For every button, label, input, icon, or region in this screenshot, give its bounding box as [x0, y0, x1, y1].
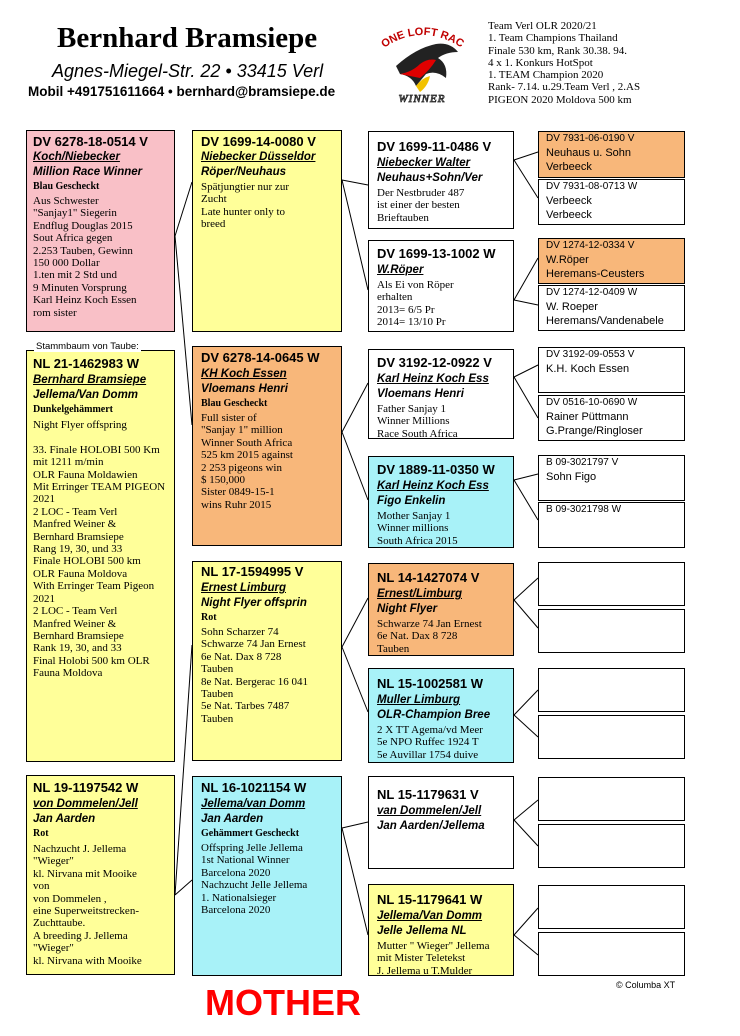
g5-empty-card[interactable]: [538, 609, 685, 653]
ffm-ring: DV 1699-13-1002 W: [377, 246, 496, 261]
fmf-ring: DV 3192-12-0922 V: [377, 355, 492, 370]
g5-owner: Verbeeck: [546, 195, 592, 207]
fmf-card[interactable]: [368, 349, 514, 439]
team-achievements: Team Verl OLR 2020/21 1. Team Champions Thailand Finale 530 km, Rank 30.38. 94. 4 x 1. Konkurs HotSpot 1. TEAM Champion 2020 Rank- 7.14. u.29.Team Verl , 2.AS PIGEON 2020 Moldova 500 km: [488, 20, 641, 106]
g5-owner: K.H. Koch Essen: [546, 363, 630, 375]
mmm-description: Mutter " Wieger" Jellema mit Mister Teletekst J. Jellema u T.Mulder: [377, 940, 490, 976]
father-color: Blau Gescheckt: [33, 181, 100, 192]
subject-owner: Bernhard Bramsiepe: [33, 374, 147, 386]
fm-owner: KH Koch Essen: [201, 368, 287, 380]
g5-strain: Verbeeck: [546, 161, 592, 173]
father-description: Aus Schwester "Sanjay1" Siegerin Endflug Douglas 2015 Sout Africa gegen 2.253 Tauben, Gewinn 150 000 Dollar 1.ten mit 2 Std und 9 Minuten Vorsprung Karl Heinz Koch Essen rom sister: [33, 195, 137, 319]
fmf-description: Father Sanjay 1 Winner Millions Race South Africa: [377, 403, 458, 439]
g5-ring: DV 7931-08-0713 W: [546, 181, 638, 192]
fm-strain: Vloemans Henri: [201, 383, 288, 395]
logo-bottom-text: WINNER: [398, 93, 446, 105]
mm-description: Offspring Jelle Jellema 1st National Winner Barcelona 2020 Nachzucht Jelle Jellema 1. Nationalsieger Barcelona 2020: [201, 842, 308, 917]
mf-color: Rot: [201, 612, 217, 623]
father-strain: Million Race Winner: [33, 166, 143, 178]
g5-empty-card[interactable]: [538, 715, 685, 759]
fm-color: Blau Gescheckt: [201, 398, 268, 409]
g5-card[interactable]: [538, 347, 685, 393]
g5-owner: Neuhaus u. Sohn: [546, 147, 632, 159]
mff-description: Schwarze 74 Jan Ernest 6e Nat. Dax 8 728 Tauben: [377, 618, 482, 655]
ffm-card[interactable]: [368, 240, 514, 332]
g5-strain: G.Prange/Ringloser: [546, 425, 643, 437]
fff-owner: Niebecker Walter: [377, 157, 471, 169]
fff-description: Der Nestbruder 487 ist einer der besten Brieftauben: [377, 187, 465, 224]
ffm-owner: W.Röper: [377, 264, 424, 276]
mmm-owner: Jellema/Van Domm: [377, 910, 483, 922]
subject-description: Night Flyer offspring 33. Finale HOLOBI 500 Km mit 1211 m/min OLR Fauna Moldawien Mit Erringer TEAM PIGEON 2021 2 LOC - Team Verl Manfred Weiner & Bernhard Bramsiepe Rang 19, 30, und 33 Finale HOLOBI 500 km OLR Fauna Moldova With Erringer Team Pigeon 2021 2 LOC - Team Verl Manfred Weiner & Bernhard Bramsiepe Rank 19, 30, and 33 Final Holobi 500 km OLR Fauna Moldova: [33, 419, 166, 680]
ff-description: Spätjungtier nur zur Zucht Late hunter only to breed: [201, 181, 289, 231]
fmm-ring: DV 1889-11-0350 W: [377, 462, 495, 477]
g5-strain: Heremans/Vandenabele: [546, 315, 664, 327]
mff-strain: Night Flyer: [377, 603, 438, 615]
g5-empty-card[interactable]: [538, 668, 685, 712]
mfm-ring: NL 15-1002581 W: [377, 676, 483, 691]
g5-empty-card[interactable]: [538, 562, 685, 606]
ff-strain: Röper/Neuhaus: [201, 166, 286, 178]
g5-ring: DV 0516-10-0690 W: [546, 397, 638, 408]
mother-strain: Jan Aarden: [33, 813, 96, 825]
g5-owner: W. Roeper: [546, 301, 598, 313]
subject-ring: NL 21-1462983 W: [33, 356, 139, 371]
fff-strain: Neuhaus+Sohn/Ver: [377, 172, 483, 184]
breeder-address: Agnes-Miegel-Str. 22 • 33415 Verl: [52, 61, 324, 81]
g5-card[interactable]: [538, 395, 685, 441]
subject-strain: Jellema/Van Domm: [33, 389, 139, 401]
fm-ring: DV 6278-14-0645 W: [201, 350, 320, 365]
mmf-card[interactable]: [368, 776, 514, 869]
mm-card[interactable]: [192, 776, 342, 976]
g5-ring: DV 3192-09-0553 V: [546, 349, 635, 360]
father-owner: Koch/Niebecker: [33, 151, 120, 163]
fff-card[interactable]: [368, 131, 514, 229]
g5-strain: Heremans-Ceusters: [546, 268, 645, 280]
mfm-strain: OLR-Champion Bree: [377, 709, 491, 721]
logo-top-text: ONE LOFT RAC: [379, 25, 466, 51]
fmf-owner: Karl Heinz Koch Ess: [377, 373, 489, 385]
mff-owner: Ernest/Limburg: [377, 588, 462, 600]
mf-strain: Night Flyer offsprin: [201, 597, 307, 609]
mfm-card[interactable]: [368, 668, 514, 763]
ff-card[interactable]: [192, 130, 342, 332]
g5-card[interactable]: [538, 238, 685, 284]
g5-ring: B 09-3021798 W: [546, 504, 622, 515]
g5-empty-card[interactable]: [538, 932, 685, 976]
g5-owner: Rainer Püttmann: [546, 411, 629, 423]
mf-owner: Ernest Limburg: [201, 582, 286, 594]
mmf-owner: van Dommelen/Jell: [377, 805, 482, 817]
mf-description: Sohn Scharzer 74 Schwarze 74 Jan Ernest 6e Nat. Dax 8 728 Tauben 8e Nat. Bergerac 16 041 Tauben 5e Nat. Tarbes 7487 Tauben: [201, 626, 309, 725]
subject-color: Dunkelgehämmert: [33, 404, 113, 415]
father-ring: DV 6278-18-0514 V: [33, 134, 148, 149]
g5-card[interactable]: [538, 502, 685, 548]
mother-title: MOTHER: [205, 982, 361, 1023]
mother-description: Nachzucht J. Jellema "Wieger" kl. Nirvana mit Mooike von von Dommelen , eine Superweitstrecken- Zuchttaube. A breeding J. Jellema "Wieger" kl. Nirvana with Mooike: [33, 843, 142, 967]
fmm-owner: Karl Heinz Koch Ess: [377, 480, 489, 492]
mother-color: Rot: [33, 828, 49, 839]
mm-color: Gehämmert Gescheckt: [201, 828, 300, 839]
fmf-strain: Vloemans Henri: [377, 388, 464, 400]
g5-ring: DV 1274-12-0334 V: [546, 240, 635, 251]
g5-empty-card[interactable]: [538, 885, 685, 929]
g5-empty-card[interactable]: [538, 824, 685, 868]
g5-ring: DV 7931-06-0190 V: [546, 133, 635, 144]
mmf-ring: NL 15-1179631 V: [377, 787, 479, 802]
g5-owner: W.Röper: [546, 254, 589, 266]
subject-tag: Stammbaum von Taube:: [36, 341, 139, 352]
g5-card[interactable]: [538, 179, 685, 225]
mother-owner: von Dommelen/Jell: [33, 798, 138, 810]
g5-card[interactable]: [538, 455, 685, 501]
g5-owner: Sohn Figo: [546, 471, 597, 483]
father-card[interactable]: [26, 130, 175, 332]
g5-empty-card[interactable]: [538, 777, 685, 821]
mf-card[interactable]: [192, 561, 342, 761]
mmf-strain: Jan Aarden/Jellema: [377, 820, 485, 832]
mmm-ring: NL 15-1179641 W: [377, 892, 483, 907]
fff-ring: DV 1699-11-0486 V: [377, 139, 492, 154]
g5-card[interactable]: [538, 131, 685, 178]
mmm-card[interactable]: [368, 884, 514, 976]
mmm-strain: Jelle Jellema NL: [377, 925, 467, 937]
g5-card[interactable]: [538, 285, 685, 331]
mfm-description: 2 X TT Agema/vd Meer 5e NPO Ruffec 1924 T 5e Auvillar 1754 duive: [377, 724, 483, 761]
fmm-description: Mother Sanjay 1 Winner millions South Africa 2015: [377, 510, 458, 547]
mother-ring: NL 19-1197542 W: [33, 780, 139, 795]
mm-strain: Jan Aarden: [201, 813, 264, 825]
mother-card[interactable]: [26, 775, 175, 975]
g5-ring: B 09-3021797 V: [546, 457, 619, 468]
copyright: © Columba XT: [616, 980, 676, 990]
mm-ring: NL 16-1021154 W: [201, 780, 307, 795]
g5-strain: Verbeeck: [546, 209, 592, 221]
ff-ring: DV 1699-14-0080 V: [201, 134, 316, 149]
ff-owner: Niebecker Düsseldor: [201, 151, 316, 163]
fmm-strain: Figo Enkelin: [377, 495, 446, 507]
g5-ring: DV 1274-12-0409 W: [546, 287, 638, 298]
mm-owner: Jellema/van Domm: [201, 798, 306, 810]
mff-ring: NL 14-1427074 V: [377, 570, 480, 585]
mf-ring: NL 17-1594995 V: [201, 564, 304, 579]
mfm-owner: Muller Limburg: [377, 694, 461, 706]
mff-card[interactable]: [368, 563, 514, 656]
fm-description: Full sister of "Sanjay 1" million Winner South Africa 525 km 2015 against 2 253 pigeons win $ 150,000 Sister 0849-15-1 wins Ruhr 2015: [201, 412, 293, 511]
breeder-contact: Mobil +491751611664 • bernhard@bramsiepe.de: [28, 84, 336, 99]
fm-card[interactable]: [192, 346, 342, 546]
fmm-card[interactable]: [368, 456, 514, 548]
breeder-name: Bernhard Bramsiepe: [57, 22, 318, 54]
subject-card[interactable]: [26, 350, 175, 762]
ffm-description: Als Ei von Röper erhalten 2013= 6/5 Pr 2014= 13/10 Pr: [377, 279, 454, 329]
